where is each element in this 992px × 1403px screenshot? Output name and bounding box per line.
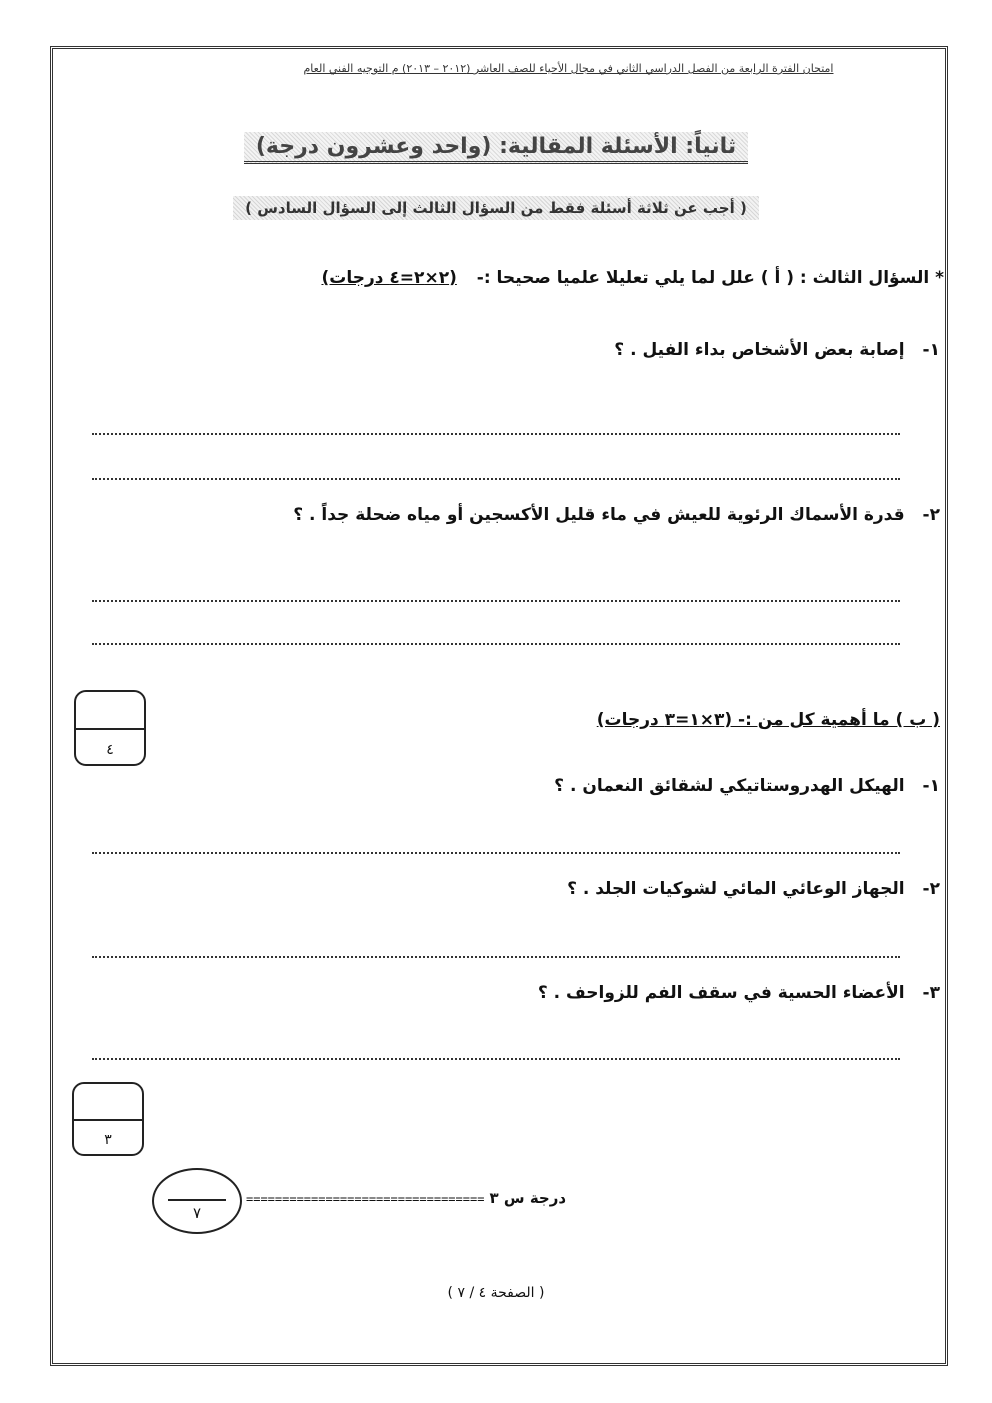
partb-item-1 [554, 776, 940, 796]
total-score-max: ٧ [192, 1204, 202, 1222]
section-title-text: ثانياً: الأسئلة المقالية: (واحد وعشرون درجة) [244, 132, 748, 164]
instruction-text: ( أجب عن ثلاثة أسئلة فقط من السؤال الثالث إلى السؤال السادس ) [233, 196, 759, 220]
score-divider [76, 728, 144, 730]
exam-header: امتحان الفترة الرابعة من الفصل الدراسي الثاني في مجال الأحياء للصف العاشر (٢٠١٢ – ٢٠١٣) م التوجيه الفني العام [303, 62, 834, 75]
score-max: ٤ [106, 742, 114, 758]
item-number: ٢- [922, 879, 940, 899]
answer-line[interactable] [92, 643, 900, 645]
score-divider [168, 1199, 226, 1201]
item-text: الجهاز الوعائي المائي لشوكيات الجلد . ؟ [567, 879, 905, 899]
total-score-oval [152, 1168, 242, 1234]
page-number: ( الصفحة ٤ / ٧ ) [447, 1285, 545, 1301]
question-3-title: * السؤال الثالث : ( أ ) علل لما يلي تعليلا علميا صحيحا :- [476, 268, 944, 288]
total-score-line [246, 1188, 566, 1207]
part-b-header: ( ب ) ما أهمية كل من :- (٣×١=٣ درجات) [596, 710, 940, 730]
score-box-part-a [74, 690, 146, 766]
equals-rule: ================================= [246, 1192, 485, 1206]
item-text: قدرة الأسماك الرئوية للعيش في ماء قليل الأكسجين أو مياه ضحلة جداً . ؟ [293, 505, 905, 525]
answer-line[interactable] [92, 478, 900, 480]
item-text: الهيكل الهدروستاتيكي لشقائق النعمان . ؟ [554, 776, 905, 796]
answer-line[interactable] [92, 956, 900, 958]
item-number: ٣- [922, 983, 940, 1003]
answer-line[interactable] [92, 852, 900, 854]
item-number: ١- [922, 776, 940, 796]
partb-item-3 [538, 983, 940, 1003]
item-number: ١- [922, 340, 940, 360]
q3-item-2 [293, 505, 940, 525]
total-score-label: درجة س ٣ [489, 1189, 567, 1207]
answer-line[interactable] [92, 600, 900, 602]
q3-item-1 [614, 340, 940, 360]
score-max: ٣ [104, 1132, 112, 1148]
answer-line[interactable] [92, 433, 900, 435]
question-3-marks: (٢×٢=٤ درجات) [321, 268, 457, 288]
section-instruction [0, 196, 992, 220]
question-3-header [321, 268, 944, 288]
section-title [0, 132, 992, 164]
item-number: ٢- [922, 505, 940, 525]
partb-item-2 [567, 879, 940, 899]
score-box-part-b [72, 1082, 144, 1156]
item-text: إصابة بعض الأشخاص بداء الفيل . ؟ [614, 340, 905, 360]
answer-line[interactable] [92, 1058, 900, 1060]
score-divider [74, 1119, 142, 1121]
page-border [50, 46, 948, 1366]
item-text: الأعضاء الحسية في سقف الفم للزواحف . ؟ [537, 983, 905, 1003]
